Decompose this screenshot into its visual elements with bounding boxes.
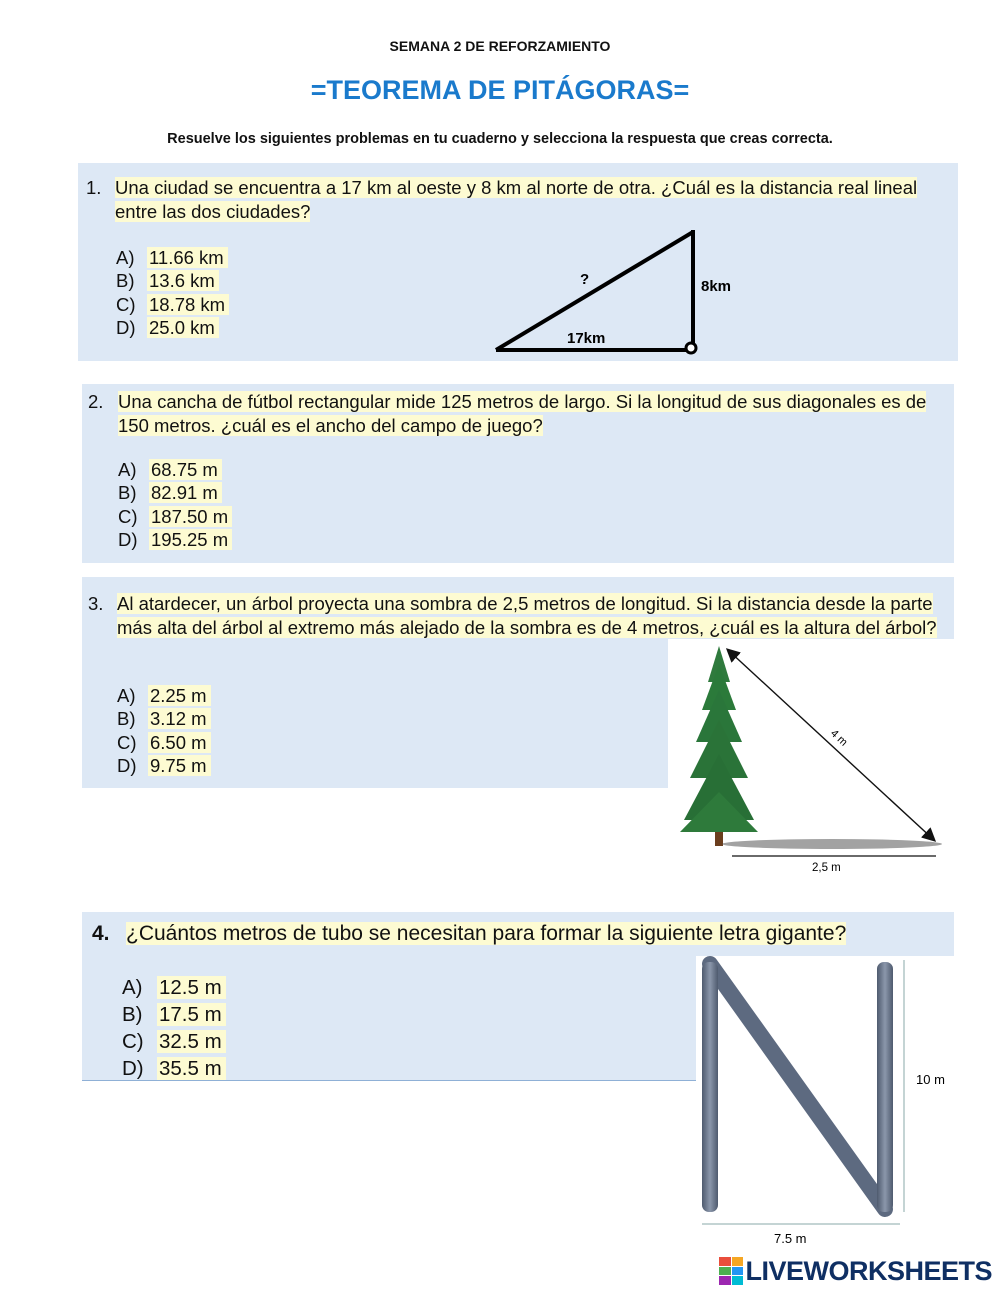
logo-text: LIVEWORKSHEETS (745, 1255, 992, 1286)
option-value: 6.50 m (148, 732, 211, 753)
question-4-number: 4. (92, 922, 110, 945)
liveworksheets-logo (719, 1254, 992, 1288)
option-letter: A) (118, 459, 137, 480)
option-value: 12.5 m (157, 976, 226, 999)
option-letter: B) (116, 270, 135, 292)
option-letter: C) (117, 731, 137, 753)
question-3-number: 3. (88, 593, 104, 614)
option-letter: D) (118, 528, 138, 550)
option-2c[interactable] (118, 505, 232, 528)
tree-figure (672, 642, 962, 882)
option-value: 32.5 m (157, 1030, 226, 1053)
question-1-number: 1. (86, 177, 102, 198)
option-value: 2.25 m (148, 685, 211, 706)
question-3-text: Al atardecer, un árbol proyecta una sombra de 2,5 metros de longitud. Si la distancia desde la parte más alta del árbol al extremo más alejado de la sombra es de 4 metros, ¿cuál es la altura del árbol? (117, 593, 937, 638)
option-letter: B) (118, 482, 137, 504)
diagonal-label: 4 m (827, 727, 850, 749)
option-4a[interactable] (122, 974, 226, 1001)
triangle-figure (488, 222, 748, 362)
letter-n-figure (690, 952, 960, 1252)
diagonal-arrow (728, 650, 934, 840)
option-value: 25.0 km (147, 317, 219, 338)
height-label: 10 m (916, 1072, 945, 1087)
option-1a[interactable] (116, 246, 229, 269)
right-angle-marker (686, 343, 696, 353)
option-value: 9.75 m (148, 755, 211, 776)
option-3c[interactable] (117, 731, 211, 754)
option-2d[interactable] (118, 528, 232, 551)
question-1-text: Una ciudad se encuentra a 17 km al oeste y 8 km al norte de otra. ¿Cuál es la distancia real lineal entre las dos ciudades? (115, 177, 918, 222)
option-letter: B) (122, 1003, 143, 1026)
option-letter: A) (116, 247, 135, 268)
option-4d[interactable] (122, 1055, 226, 1082)
letter-n-icon (702, 962, 893, 1212)
question-4-divider (82, 1080, 696, 1081)
option-1c[interactable] (116, 293, 229, 316)
option-letter: C) (116, 293, 136, 315)
option-letter: A) (122, 976, 143, 999)
option-value: 11.66 km (147, 247, 228, 268)
base-label: 17km (567, 330, 606, 347)
question-3-options (117, 684, 211, 777)
option-value: 17.5 m (157, 1003, 226, 1026)
page-title: =TEOREMA DE PITÁGORAS= (310, 75, 690, 105)
hypotenuse-label: ? (580, 271, 590, 288)
option-value: 3.12 m (148, 708, 211, 729)
option-1d[interactable] (116, 316, 229, 339)
option-value: 68.75 m (149, 459, 222, 480)
option-letter: C) (118, 505, 138, 527)
option-letter: A) (117, 685, 136, 706)
option-value: 195.25 m (149, 529, 232, 550)
option-2b[interactable] (118, 481, 232, 504)
option-value: 18.78 km (147, 294, 229, 315)
option-value: 35.5 m (157, 1057, 226, 1080)
option-4c[interactable] (122, 1028, 226, 1055)
option-3d[interactable] (117, 754, 211, 777)
question-1-options (116, 246, 229, 339)
option-letter: C) (122, 1030, 144, 1053)
option-letter: B) (117, 708, 136, 730)
option-4b[interactable] (122, 1001, 226, 1028)
option-letter: D) (116, 316, 136, 338)
tree-icon (680, 646, 758, 846)
height-label: 8km (701, 278, 732, 295)
question-2-number: 2. (88, 391, 104, 412)
option-3a[interactable] (117, 684, 211, 707)
logo-cube-icon (719, 1257, 743, 1285)
option-value: 187.50 m (149, 506, 232, 527)
week-label: SEMANA 2 DE REFORZAMIENTO (389, 38, 611, 54)
option-letter: D) (117, 754, 137, 776)
question-2-text: Una cancha de fútbol rectangular mide 125 metros de largo. Si la longitud de sus diagonales es de 150 metros. ¿cuál es el ancho del campo de juego? (118, 391, 927, 436)
question-4-options (122, 974, 226, 1082)
shadow-icon (722, 839, 942, 849)
option-2a[interactable] (118, 458, 232, 481)
width-label: 7.5 m (774, 1231, 807, 1246)
option-value: 82.91 m (149, 482, 222, 503)
option-1b[interactable] (116, 269, 229, 292)
question-4-text: ¿Cuántos metros de tubo se necesitan para formar la siguiente letra gigante? (126, 922, 847, 945)
shadow-label: 2,5 m (812, 862, 841, 874)
option-3b[interactable] (117, 707, 211, 730)
option-value: 13.6 km (147, 270, 219, 291)
instructions: Resuelve los siguientes problemas en tu cuaderno y selecciona la respuesta que creas correcta. (167, 131, 833, 147)
question-2-options (118, 458, 232, 551)
option-letter: D) (122, 1057, 144, 1080)
